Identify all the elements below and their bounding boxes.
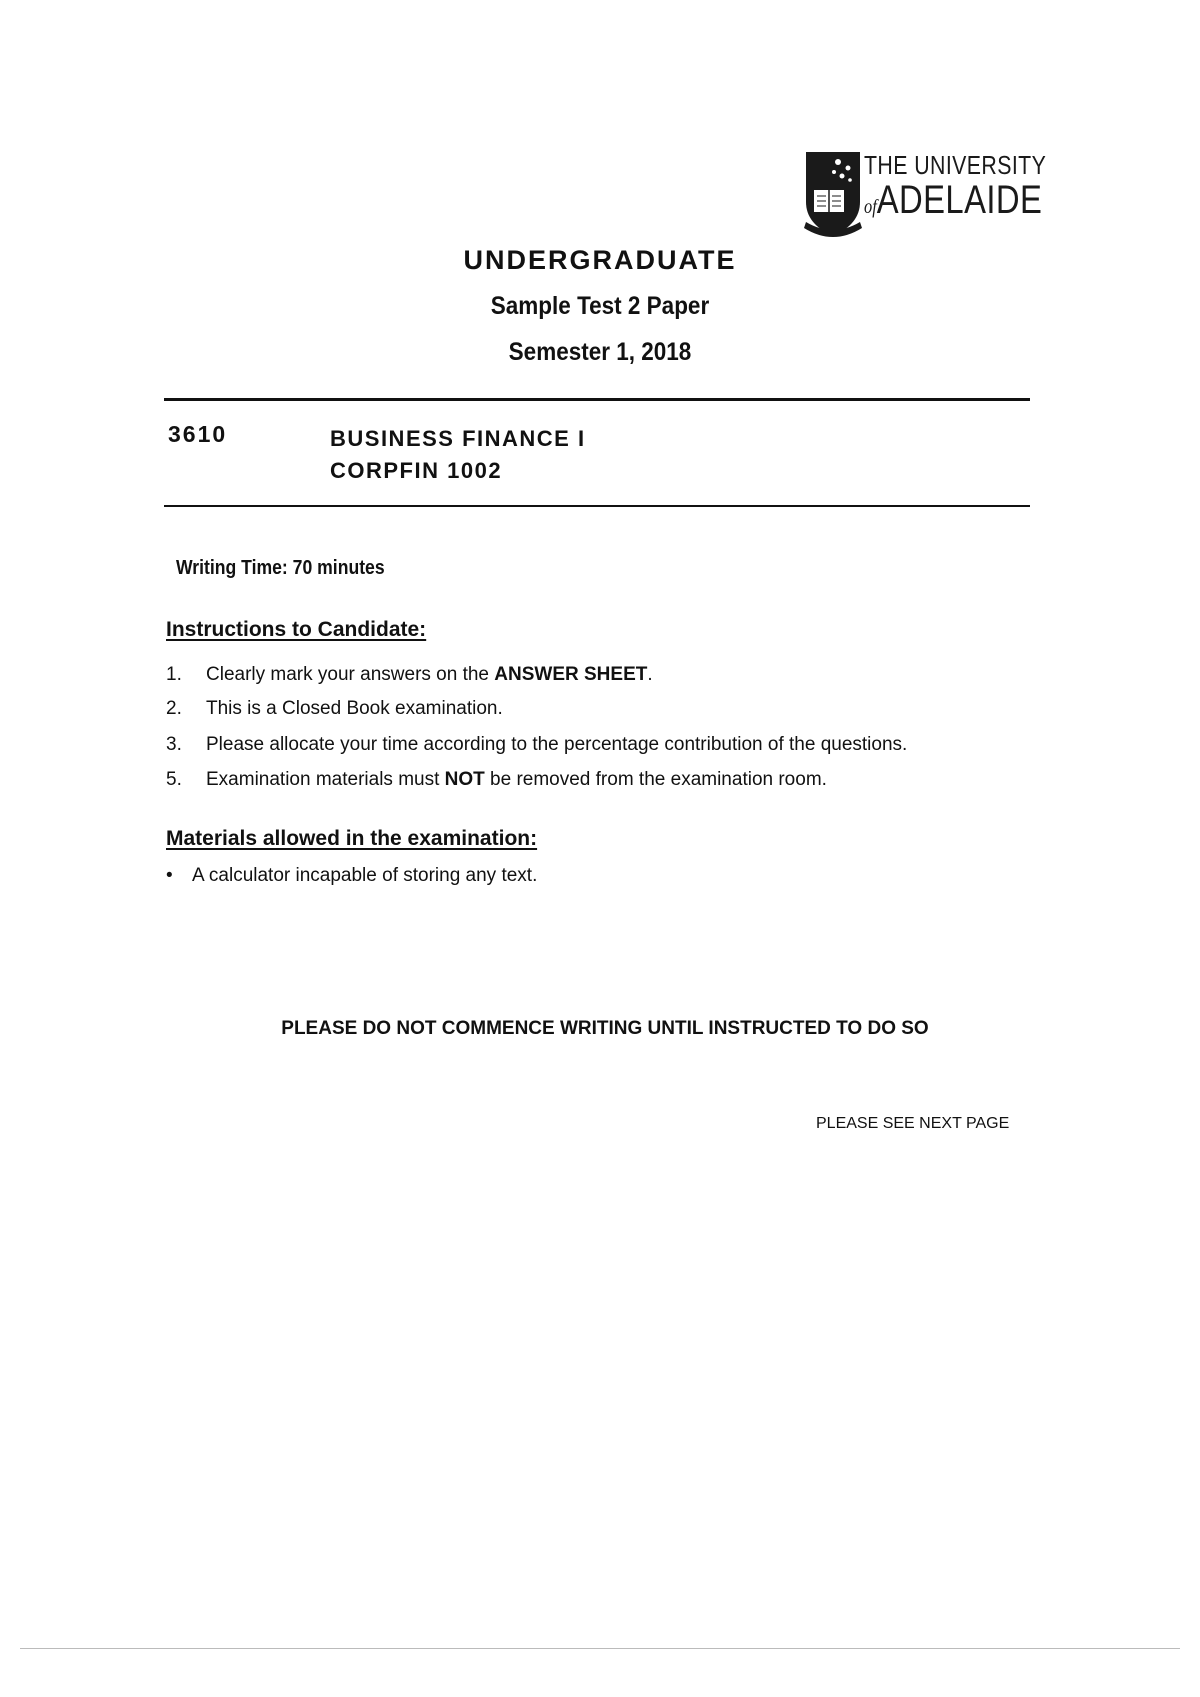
level-heading: UNDERGRADUATE [463, 245, 737, 275]
instruction-number: 2. [166, 698, 182, 719]
instructions-heading: Instructions to Candidate: [166, 618, 427, 641]
instruction-item [166, 664, 1066, 686]
instruction-item [166, 698, 1066, 720]
materials-heading: Materials allowed in the examination: [166, 827, 538, 850]
logo-adelaide: ADELAIDE [876, 178, 1043, 222]
paper-title: Sample Test 2 Paper [490, 292, 710, 320]
instruction-text-end: . [647, 664, 653, 685]
materials-item [166, 865, 537, 887]
instruction-text: This is a Closed Book examination. [206, 698, 503, 719]
instruction-emphasis: NOT [444, 769, 485, 790]
logo-line-1: THE UNIVERSITY [864, 150, 1047, 180]
instruction-number: 5. [166, 769, 182, 790]
instruction-emphasis: ANSWER SHEET [494, 664, 648, 685]
materials-text: A calculator incapable of storing any text. [192, 865, 538, 886]
bullet-icon: • [166, 865, 173, 886]
writing-time: Writing Time: 70 minutes [176, 557, 385, 579]
commence-notice: PLEASE DO NOT COMMENCE WRITING UNTIL INSTRUCTED TO DO SO [281, 1018, 929, 1039]
logo-of: of [864, 196, 877, 218]
university-logo [804, 150, 1047, 242]
instruction-text-end: be removed from the examination room. [484, 769, 827, 790]
instruction-item [166, 734, 1066, 756]
university-crest-icon [804, 150, 862, 242]
scan-edge-line [20, 1648, 1180, 1649]
course-number: CORPFIN 1002 [330, 458, 503, 483]
instruction-item [166, 769, 1066, 791]
instruction-number: 1. [166, 664, 182, 685]
logo-line-2 [864, 178, 1042, 223]
divider-top [164, 398, 1030, 401]
next-page-note: PLEASE SEE NEXT PAGE [816, 1115, 1010, 1132]
course-name: BUSINESS FINANCE I [330, 426, 586, 451]
instruction-text: Please allocate your time according to the percentage contribution of the questions. [206, 734, 908, 755]
instruction-text: Examination materials must [206, 769, 445, 790]
instruction-text: Clearly mark your answers on the [206, 664, 495, 685]
semester-title: Semester 1, 2018 [508, 338, 692, 366]
divider-bottom [164, 505, 1030, 507]
course-code: 3610 [168, 421, 228, 447]
instruction-number: 3. [166, 734, 182, 755]
